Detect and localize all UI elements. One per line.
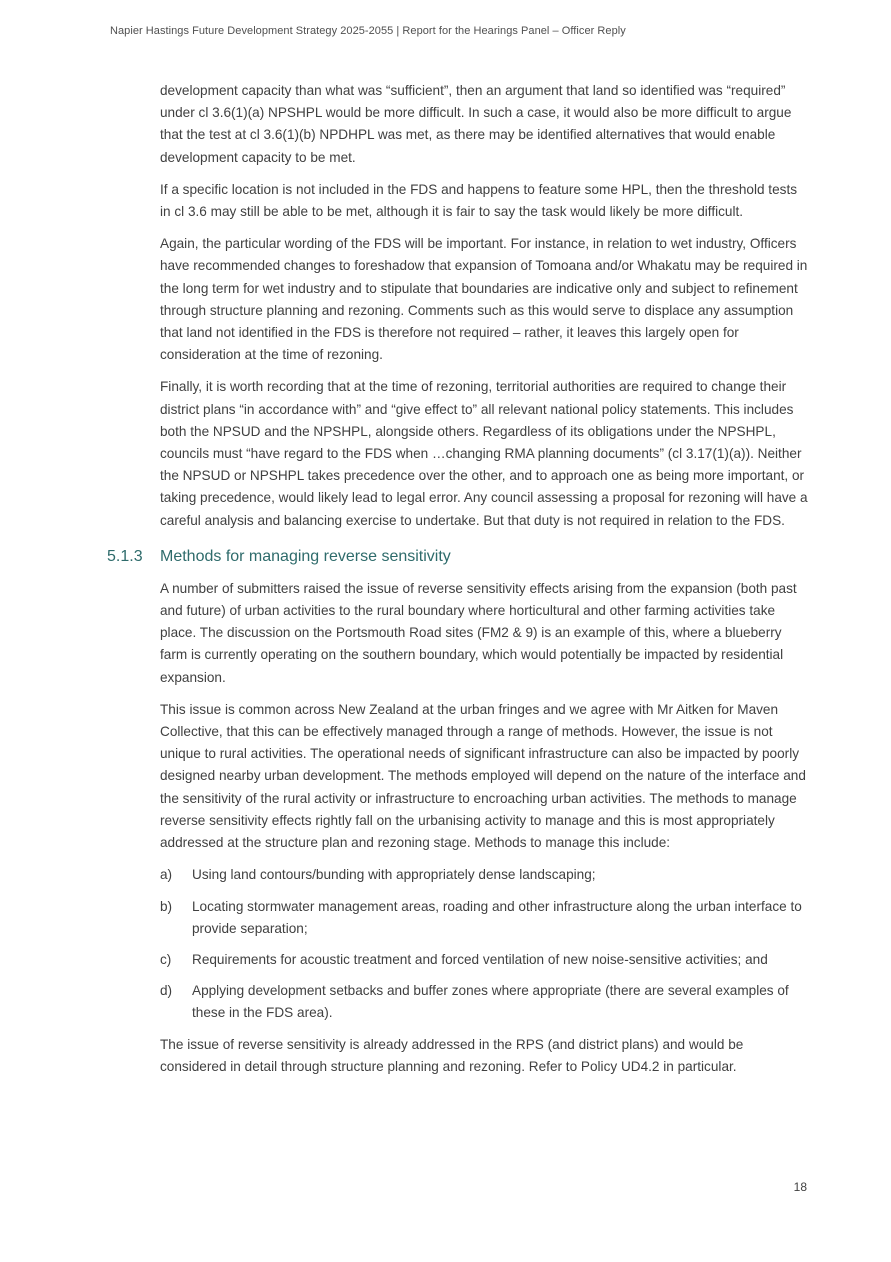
paragraph: A number of submitters raised the issue of reverse sensitivity effects arising from the expansion (both past and future) of urban activities to the rural boundary where horticultural and other farming activities take place. The discussion on the Portsmouth Road sites (FM2 & 9) is an example of this, where a blueberry farm is currently operating on the southern boundary, which would potentially be impacted by residential expansion.: [160, 580, 797, 685]
running-header: Napier Hastings Future Development Strategy 2025-2055 | Report for the Hearings Panel – Officer Reply: [110, 25, 626, 37]
methods-list: [160, 864, 810, 1024]
page-content: [107, 80, 810, 1088]
paragraph: development capacity than what was “sufficient”, then an argument that land so identified was “required” under cl 3.6(1)(a) NPSHPL would be more difficult. In such a case, it would also be more difficult to argue that the test at cl 3.6(1)(b) NPDHPL was met, as there may be identified alternatives that would enable development capacity to be met.: [160, 83, 792, 165]
list-marker: a): [160, 867, 173, 883]
section-title: Methods for managing reverse sensitivity: [160, 547, 451, 565]
list-marker: c): [160, 951, 172, 967]
page-number: 18: [793, 1180, 807, 1194]
list-marker: d): [160, 983, 173, 999]
list-item: [160, 896, 810, 940]
closing-paragraph: The issue of reverse sensitivity is already addressed in the RPS (and district plans) and would be considered in detail through structure planning and rezoning. Refer to Policy UD4.2 in particular.: [160, 1036, 744, 1074]
list-item-text: Requirements for acoustic treatment and forced ventilation of new noise-sensitive activities; and: [192, 951, 768, 967]
list-item: [160, 864, 810, 886]
paragraph: If a specific location is not included in the FDS and happens to feature some HPL, then the threshold tests in cl 3.6 may still be able to be met, although it is fair to say the task would likely be more difficult.: [160, 181, 798, 220]
paragraph: This issue is common across New Zealand at the urban fringes and we agree with Mr Aitken for Maven Collective, that this can be effectively managed through a range of methods. However, the issue is not unique to rural activities. The operational needs of significant infrastructure can also be impacted by poorly designed nearby urban development. The methods employed will depend on the nature of the interface and the sensitivity of the rural activity or infrastructure to encroaching urban activities. The methods to manage reverse sensitivity effects rightly fall on the urbanising activity to manage and this is most appropriately addressed at the structure plan and rezoning stage. Methods to manage this include:: [160, 701, 806, 851]
list-item: [160, 980, 810, 1024]
section-number: 5.1.3: [107, 547, 143, 565]
list-item: [160, 949, 810, 971]
list-item-text: Using land contours/bunding with appropriately dense landscaping;: [192, 867, 596, 883]
list-item-text: Applying development setbacks and buffer zones where appropriate (there are several examples of these in the FDS area).: [192, 983, 789, 1021]
paragraph: Finally, it is worth recording that at the time of rezoning, territorial authorities are required to change their district plans “in accordance with” and “give effect to” all relevant national policy statements. This includes both the NPSUD and the NPSHPL, alongside others. Regardless of its obligations under the NPSHPL, councils must “have regard to the FDS when …changing RMA planning documents” (cl 3.17(1)(a)). Neither the NPSUD or NPSHPL takes precedence over the other, and to approach one as being more important, or taking precedence, would likely lead to legal error. Any council assessing a proposal for rezoning will have a careful analysis and balancing exercise to undertake. But that duty is not required in relation to the FDS.: [160, 379, 808, 528]
list-marker: b): [160, 898, 173, 914]
list-item-text: Locating stormwater management areas, roading and other infrastructure along the urban interface to provide separation;: [192, 898, 802, 936]
section-heading: [107, 545, 810, 569]
paragraph: Again, the particular wording of the FDS will be important. For instance, in relation to wet industry, Officers have recommended changes to foreshadow that expansion of Tomoana and/or Whakatu may be required in the long term for wet industry and to stipulate that boundaries are indicative only and subject to refinement through structure planning and rezoning. Comments such as this would serve to displace any assumption that land not identified in the FDS is therefore not required – rather, it leaves this largely open for consideration at the time of rezoning.: [160, 236, 808, 363]
